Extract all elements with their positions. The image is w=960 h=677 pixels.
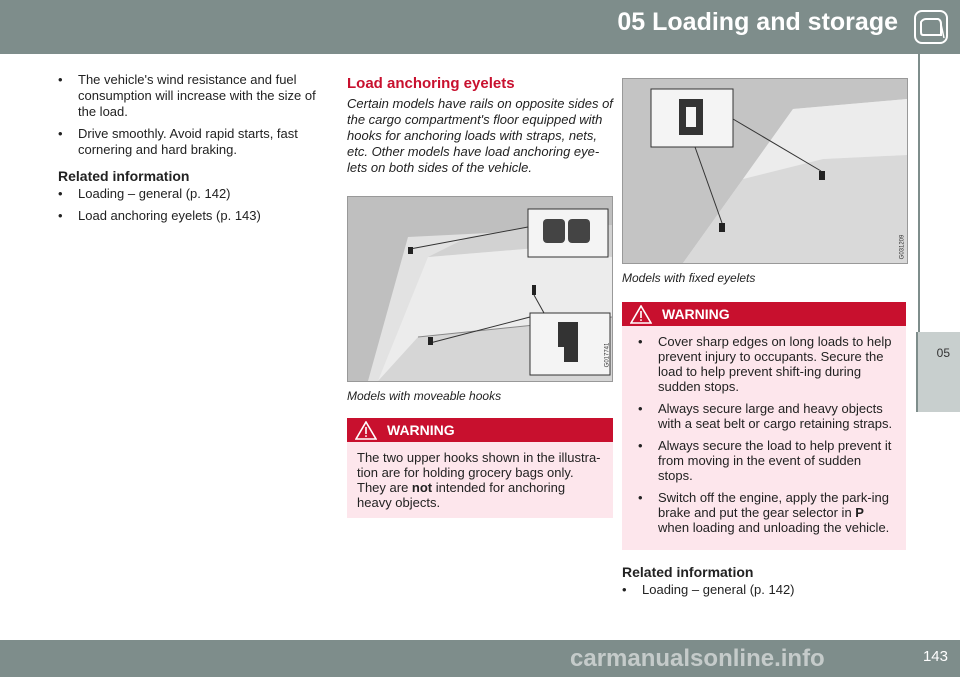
- column-1: [58, 72, 326, 230]
- cargo-illustration: [348, 197, 612, 381]
- section-intro: Certain models have rails on opposite sides of the cargo compartment's floor equipped with hooks for anchoring loads with straps, nets, etc. Other models have load anchoring eye-lets on both sides of the vehicle.: [347, 96, 613, 175]
- figure-code: G017741: [604, 342, 611, 368]
- warning-body: [347, 442, 613, 518]
- storage-bag-icon: [914, 10, 948, 44]
- warning-icon: [630, 305, 652, 331]
- warning-text: intended for anchoring heavy objects.: [357, 480, 566, 510]
- page-number: 143: [922, 648, 948, 665]
- related-link[interactable]: • Loading – general (p. 142): [58, 186, 326, 202]
- section-heading: Load anchoring eyelets: [347, 75, 515, 92]
- chapter-tab-rail: [918, 54, 960, 332]
- column-3: [622, 78, 906, 604]
- chapter-header: [0, 0, 960, 54]
- figure-caption: Models with fixed eyelets: [622, 271, 756, 285]
- warning-header: [622, 302, 906, 326]
- related-info-heading: Related information: [622, 564, 754, 580]
- fixed-eyelets-figure: [622, 78, 908, 264]
- related-link[interactable]: • Load anchoring eyelets (p. 143): [58, 208, 326, 224]
- warning-title: WARNING: [387, 422, 455, 438]
- related-links: [58, 186, 326, 224]
- list-item: [632, 490, 896, 535]
- chapter-title: 05 Loading and storage: [617, 8, 898, 36]
- warning-text: The two upper hooks shown in the illustra-tion are for holding grocery bags only. They are: [357, 450, 601, 495]
- warning-header: [347, 418, 613, 442]
- column-2: [347, 76, 613, 518]
- related-info-heading: Related information: [58, 168, 190, 184]
- list-item: • Drive smoothly. Avoid rapid starts, fast cornering and hard braking.: [58, 126, 326, 158]
- gear-position-label: P: [855, 505, 864, 520]
- warning-list: [632, 334, 896, 535]
- warning-text: when loading and unloading the vehicle.: [658, 520, 890, 535]
- warning-body: [622, 326, 906, 550]
- moveable-hooks-figure: [347, 196, 613, 382]
- related-links: [622, 582, 906, 598]
- figure-code: G031209: [899, 234, 906, 260]
- warning-text: Switch off the engine, apply the park-ing brake and put the gear selector in: [658, 490, 890, 520]
- warning-emphasis: not: [411, 480, 433, 495]
- related-link[interactable]: • Loading – general (p. 142): [622, 582, 906, 598]
- list-item: • The vehicle's wind resistance and fuel consumption will increase with the size of the load.: [58, 72, 326, 120]
- figure-caption: Models with moveable hooks: [347, 389, 502, 403]
- cargo-illustration: [623, 79, 907, 263]
- chapter-tab[interactable]: [916, 332, 960, 412]
- list-item: • Always secure the load to help prevent it from moving in the event of sudden stops.: [632, 438, 896, 483]
- warning-title: WARNING: [662, 306, 730, 322]
- tips-list: [58, 72, 326, 158]
- list-item: • Cover sharp edges on long loads to help prevent injury to occupants. Secure the load to help prevent shift-ing during sudden stops.: [632, 334, 896, 394]
- warning-box: [622, 302, 906, 550]
- chapter-tab-label: 05: [936, 346, 950, 360]
- list-item: • Always secure large and heavy objects with a seat belt or cargo retaining straps.: [632, 401, 896, 431]
- warning-box: [347, 418, 613, 518]
- watermark: carmanualsonline.info: [570, 645, 825, 672]
- warning-icon: [355, 421, 377, 447]
